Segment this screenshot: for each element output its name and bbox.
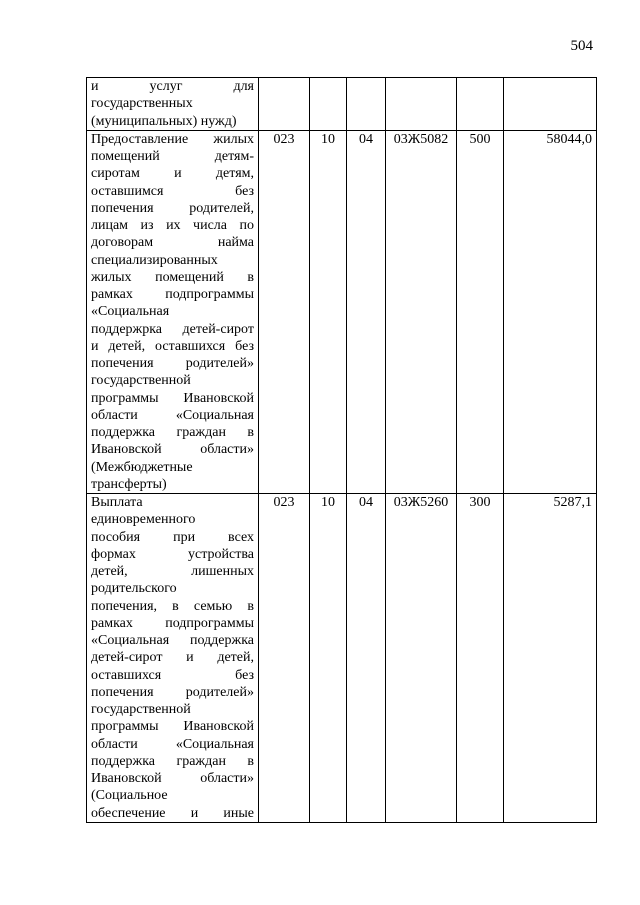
description-line: «Социальная xyxy=(91,304,170,320)
description-line: поддержка граждан в xyxy=(91,425,254,440)
description-cell xyxy=(87,78,259,131)
description-line: поддержрка детей-сирот xyxy=(91,321,254,337)
description-line: государственных xyxy=(91,96,193,112)
description-line: рамках подпрограммы xyxy=(91,615,254,631)
description-line: области «Социальная xyxy=(91,407,254,423)
table-row xyxy=(87,78,597,131)
section-cell: 10 xyxy=(310,130,347,493)
subsection-cell: 04 xyxy=(347,130,386,493)
subsection-cell xyxy=(347,78,386,131)
description-line: (Социальное xyxy=(91,788,168,804)
table-row xyxy=(87,130,597,493)
description-cell xyxy=(87,130,259,493)
expense-type-cell: 500 xyxy=(457,130,504,493)
description-line: родительского xyxy=(91,581,177,597)
section-cell: 10 xyxy=(310,494,347,823)
description-line: «Социальная поддержка xyxy=(91,633,254,648)
description-line: (Межбюджетные xyxy=(91,459,193,475)
description-line: детей-сирот и детей, xyxy=(91,650,254,666)
description-line: поддержка граждан в xyxy=(91,753,254,769)
section-cell xyxy=(310,78,347,131)
description-line: попечения родителей» xyxy=(91,684,254,700)
description-line: программы Ивановской xyxy=(91,719,254,735)
description-line: специализированных xyxy=(91,252,218,268)
subsection-cell: 04 xyxy=(347,494,386,823)
description-line: обеспечение и иные xyxy=(91,805,254,821)
target-article-cell xyxy=(386,78,457,131)
description-line: сиротам и детям, xyxy=(91,166,254,182)
amount-cell xyxy=(504,78,597,131)
description-line: (муниципальных) нужд) xyxy=(91,113,237,129)
description-line: детей, лишенных xyxy=(91,564,254,579)
table-row xyxy=(87,494,597,823)
description-line: единовременного xyxy=(91,512,196,528)
description-line: Ивановской области» xyxy=(91,442,254,458)
description-line: программы Ивановской xyxy=(91,390,254,406)
description-line: и детей, оставшихся без xyxy=(91,338,254,354)
description-line: жилых помещений в xyxy=(91,269,254,285)
amount-cell: 58044,0 xyxy=(504,130,597,493)
expense-type-cell xyxy=(457,78,504,131)
description-line: помещений детям- xyxy=(91,149,254,164)
description-line: Предоставление жилых xyxy=(91,131,254,147)
budget-table xyxy=(86,77,597,823)
ministry-code-cell xyxy=(259,78,310,131)
ministry-code-cell: 023 xyxy=(259,130,310,493)
description-line: трансферты) xyxy=(91,476,167,492)
description-line: лицам из их числа по xyxy=(91,218,254,233)
target-article-cell: 03Ж5082 xyxy=(386,130,457,493)
description-line: договорам найма xyxy=(91,235,254,251)
description-line: формах устройства xyxy=(91,546,254,562)
description-line: государственной xyxy=(91,702,191,717)
description-line: попечения родителей, xyxy=(91,200,254,216)
description-cell xyxy=(87,494,259,823)
page-number: 504 xyxy=(570,38,593,54)
ministry-code-cell: 023 xyxy=(259,494,310,823)
description-line: оставшимся без xyxy=(91,183,254,199)
description-line: области «Социальная xyxy=(91,736,254,752)
description-line: попечения родителей» xyxy=(91,356,254,371)
description-line: пособия при всех xyxy=(91,529,254,545)
description-line: рамках подпрограммы xyxy=(91,287,254,302)
target-article-cell: 03Ж5260 xyxy=(386,494,457,823)
expense-type-cell: 300 xyxy=(457,494,504,823)
description-line: Выплата xyxy=(91,495,143,510)
description-line: Ивановской области» xyxy=(91,771,254,786)
description-line: оставшихся без xyxy=(91,667,254,683)
description-line: государственной xyxy=(91,373,191,389)
description-line: попечения, в семью в xyxy=(91,598,254,614)
description-line: и услуг для xyxy=(91,79,254,94)
amount-cell: 5287,1 xyxy=(504,494,597,823)
